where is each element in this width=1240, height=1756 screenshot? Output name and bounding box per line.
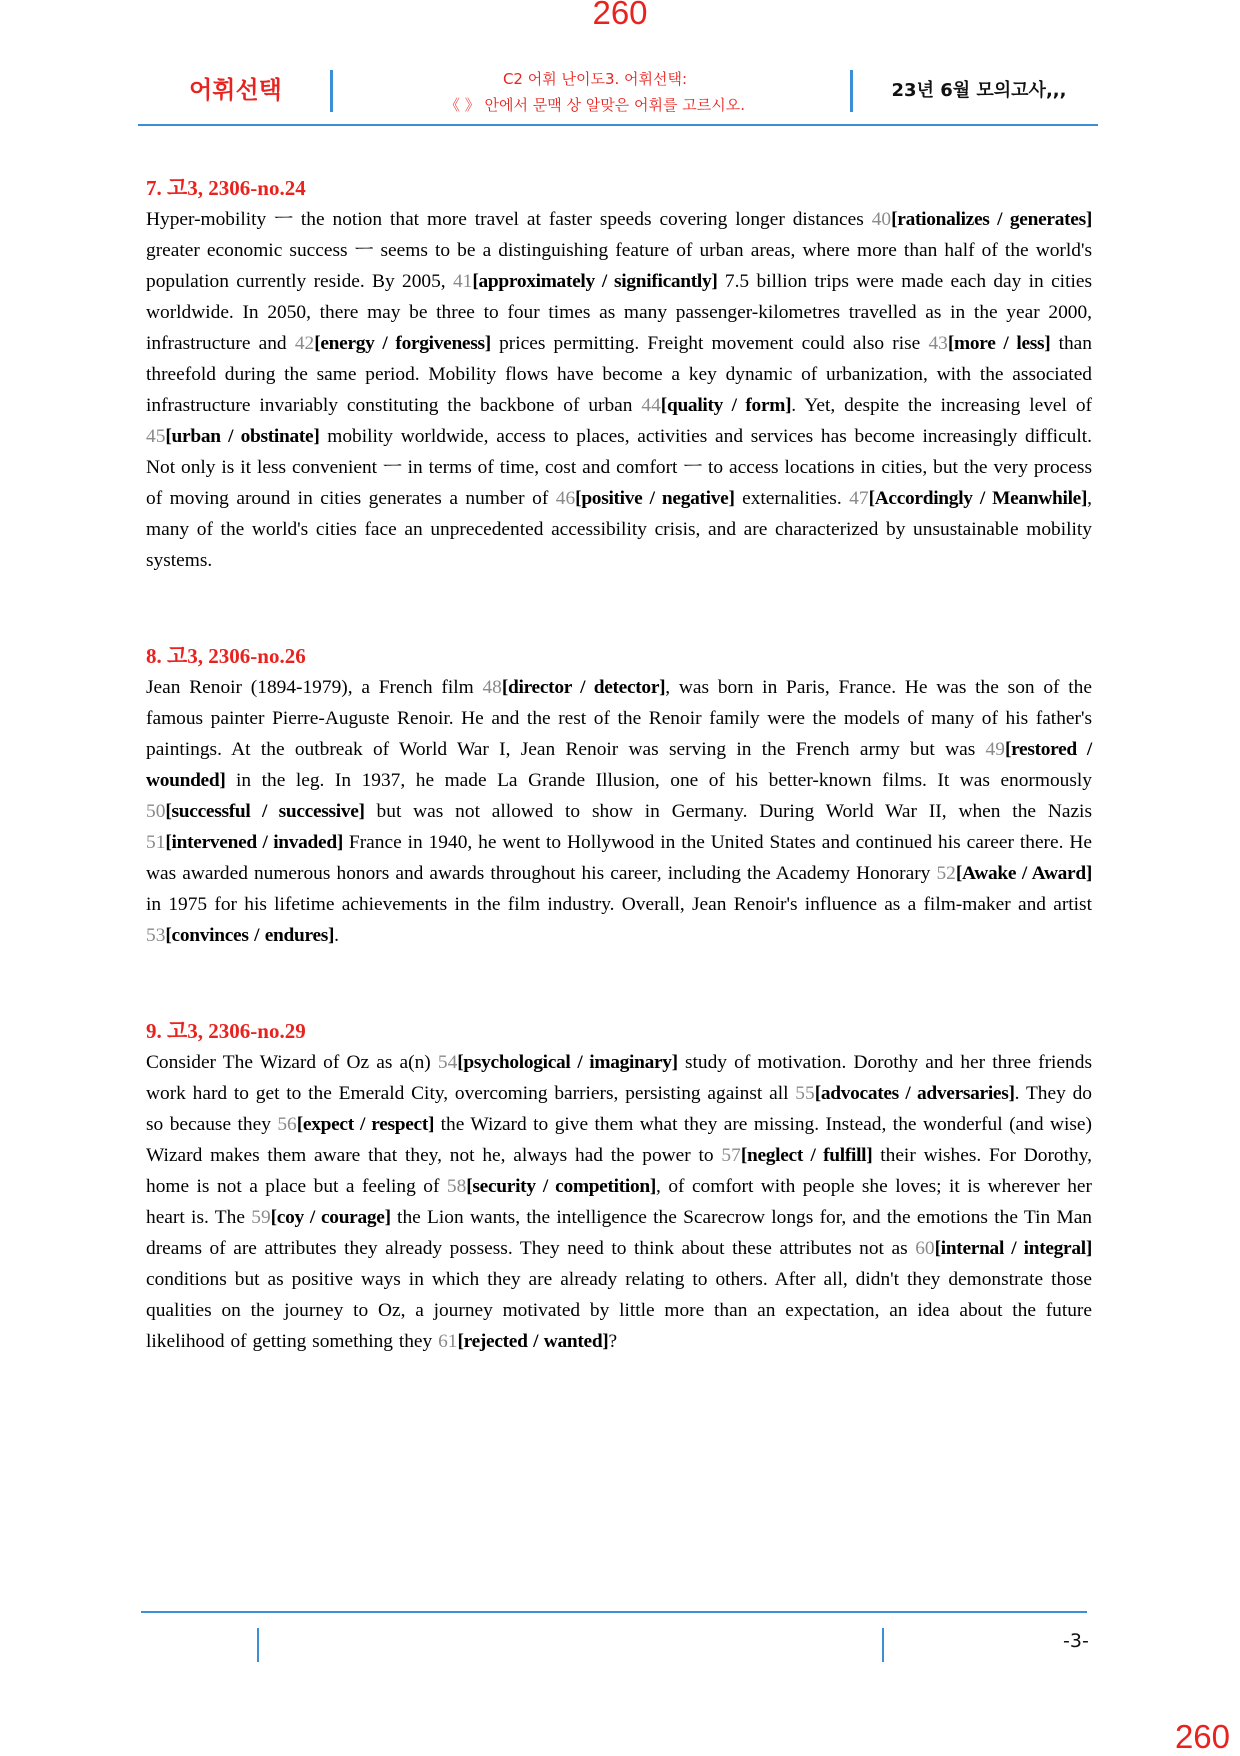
question-number: 47: [849, 488, 869, 509]
footer-divider-right: [882, 1628, 884, 1662]
passage-text: the Wizard to give them what they are missing. Instead, the wonderful (and wise) Wizard makes them aware that they, not he, always had the power to: [146, 1114, 1092, 1166]
question-number: 49: [985, 739, 1005, 760]
section-passage: [146, 1047, 1092, 1357]
answer-choice: [rationalizes / generates]: [891, 209, 1092, 230]
passage-text: ?: [608, 1331, 618, 1352]
passage-text: prices permitting. Freight movement could also rise: [490, 333, 929, 354]
footer-divider-left: [257, 1628, 259, 1662]
question-section: [146, 172, 1092, 576]
question-number: 53: [146, 925, 166, 946]
section-title: 7. 고3, 2306-no.24: [146, 176, 306, 200]
header-instruction-line2: 《 》 안에서 문맥 상 알맞은 어휘를 고르시오.: [445, 96, 745, 114]
passage-text: the Lion wants, the intelligence the Scarecrow longs for, and the emotions the Tin Man dreams of are attributes they already possess. They need to think about these attributes not as: [146, 1207, 1093, 1259]
content-area: [146, 172, 1092, 1421]
question-number: 46: [555, 488, 576, 509]
answer-choice: [successful / successive]: [165, 801, 365, 822]
answer-choice: [security / competition]: [466, 1176, 657, 1197]
answer-choice: [advocates / adversaries]: [814, 1083, 1015, 1104]
passage-text: Hyper-mobility ㅡ the notion that more travel at faster speeds covering longer distances: [146, 209, 872, 230]
passage-text: but was not allowed to show in Germany. During World War II, when the Nazis: [364, 801, 1092, 822]
question-number: 54: [437, 1052, 458, 1073]
answer-choice: [neglect / fulfill]: [740, 1145, 873, 1166]
answer-choice: [rejected / wanted]: [457, 1331, 609, 1352]
question-number: 45: [146, 426, 166, 447]
page-header: [138, 62, 1098, 126]
question-number: 40: [871, 209, 892, 230]
answer-choice: [psychological / imaginary]: [457, 1052, 678, 1073]
passage-text: conditions but as positive ways in which they are already relating to others. After all, didn't they demonstrate those qualities on the journey to Oz, a journey motivated by little more than an expectation, an idea about the future likelihood of getting something they: [146, 1269, 1092, 1352]
answer-choice: [director / detector]: [501, 677, 666, 698]
answer-choice: [coy / courage]: [270, 1207, 391, 1228]
answer-choice: [expect / respect]: [296, 1114, 435, 1135]
answer-choice: [urban / obstinate]: [165, 426, 320, 447]
answer-choice: [more / less]: [947, 333, 1051, 354]
passage-text: than threefold during the same period. Mobility flows have become a key dynamic of urbanization, with the associated infrastructure invariably constituting the backbone of urban: [146, 333, 1092, 416]
question-number: 56: [277, 1114, 297, 1135]
question-number: 51: [146, 832, 166, 853]
header-instruction: [335, 66, 855, 118]
question-number: 44: [641, 395, 661, 416]
passage-text: their wishes. For Dorothy, home is not a place but a feeling of: [146, 1145, 1092, 1197]
section-title: 8. 고3, 2306-no.26: [146, 644, 306, 668]
header-instruction-line1: C2 어휘 난이도3. 어휘선택:: [502, 70, 688, 88]
question-number: 59: [251, 1207, 271, 1228]
page-number-bottom: 260: [1174, 1718, 1230, 1755]
passage-text: 7.5 billion trips were made each day in cities worldwide. In 2050, there may be three to four times as many passenger-kilometres travelled as in the year 2000, infrastructure and: [146, 271, 1092, 354]
question-number: 61: [438, 1331, 458, 1352]
answer-choice: [Accordingly / Meanwhile]: [868, 488, 1088, 509]
header-divider-left: [330, 70, 333, 112]
header-divider-right: [850, 70, 853, 112]
question-number: 41: [452, 271, 473, 292]
header-exam-title: 23년 6월 모의고사,,,: [891, 80, 1067, 101]
answer-choice: [positive / negative]: [575, 488, 735, 509]
footer-page-number: -3-: [1063, 1630, 1089, 1652]
footer-rule: [141, 1611, 1087, 1613]
passage-text: greater economic success ㅡ seems to be a distinguishing feature of urban areas, where more than half of the world's population currently reside. By 2005,: [146, 240, 1092, 292]
passage-text: mobility worldwide, access to places, activities and services has become increasingly difficult. Not only is it less convenient ㅡ in terms of time, cost and comfort ㅡ to access locations in cities, but the very process of moving around in cities generates a number of: [146, 426, 1092, 509]
passage-text: . They do so because they: [146, 1083, 1092, 1135]
page-number-top: 260: [592, 0, 648, 31]
question-number: 50: [146, 801, 166, 822]
section-passage: [146, 672, 1092, 951]
passage-text: Consider The Wizard of Oz as a(n): [146, 1052, 438, 1073]
passage-text: in 1975 for his lifetime achievements in the film industry. Overall, Jean Renoir's influence as a film-maker and artist: [146, 894, 1092, 915]
answer-choice: [approximately / significantly]: [472, 271, 718, 292]
passage-text: , many of the world's cities face an unprecedented accessibility crisis, and are characterized by unsustainable mobility systems.: [146, 488, 1092, 571]
answer-choice: [Awake / Award]: [955, 863, 1092, 884]
header-category: 어휘선택: [189, 76, 282, 104]
passage-text: in the leg. In 1937, he made La Grande Illusion, one of his better-known films. It was enormously: [225, 770, 1092, 791]
section-title: 9. 고3, 2306-no.29: [146, 1019, 306, 1043]
question-section: [146, 640, 1092, 951]
passage-text: . Yet, despite the increasing level of: [791, 395, 1092, 416]
passage-text: study of motivation. Dorothy and her three friends work hard to get to the Emerald City, overcoming barriers, persisting against all: [146, 1052, 1092, 1104]
question-number: 55: [795, 1083, 815, 1104]
answer-choice: [internal / integral]: [934, 1238, 1092, 1259]
answer-choice: [energy / forgiveness]: [314, 333, 491, 354]
passage-text: .: [334, 925, 340, 946]
passage-text: externalities.: [734, 488, 850, 509]
question-number: 48: [482, 677, 502, 698]
section-passage: [146, 204, 1092, 576]
passage-text: France in 1940, he went to Hollywood in the United States and continued his career there. He was awarded numerous honors and awards throughout his career, including the Academy Honorary: [146, 832, 1093, 884]
answer-choice: [intervened / invaded]: [165, 832, 343, 853]
question-number: 57: [721, 1145, 741, 1166]
question-number: 52: [936, 863, 956, 884]
question-number: 58: [446, 1176, 467, 1197]
question-section: [146, 1015, 1092, 1357]
passage-text: , of comfort with people she loves; it is wherever her heart is. The: [146, 1176, 1092, 1228]
answer-choice: [convinces / endures]: [165, 925, 335, 946]
passage-text: , was born in Paris, France. He was the son of the famous painter Pierre-Auguste Renoir. He and the rest of the Renoir family were the models of many of his father's paintings. At the outbreak of World War I, Jean Renoir was serving in the French army but was: [146, 677, 1092, 760]
question-number: 42: [294, 333, 315, 354]
question-number: 60: [915, 1238, 935, 1259]
passage-text: Jean Renoir (1894-1979), a French film: [146, 677, 483, 698]
answer-choice: [quality / form]: [660, 395, 792, 416]
answer-choice: [restored / wounded]: [146, 739, 1092, 791]
question-number: 43: [928, 333, 948, 354]
